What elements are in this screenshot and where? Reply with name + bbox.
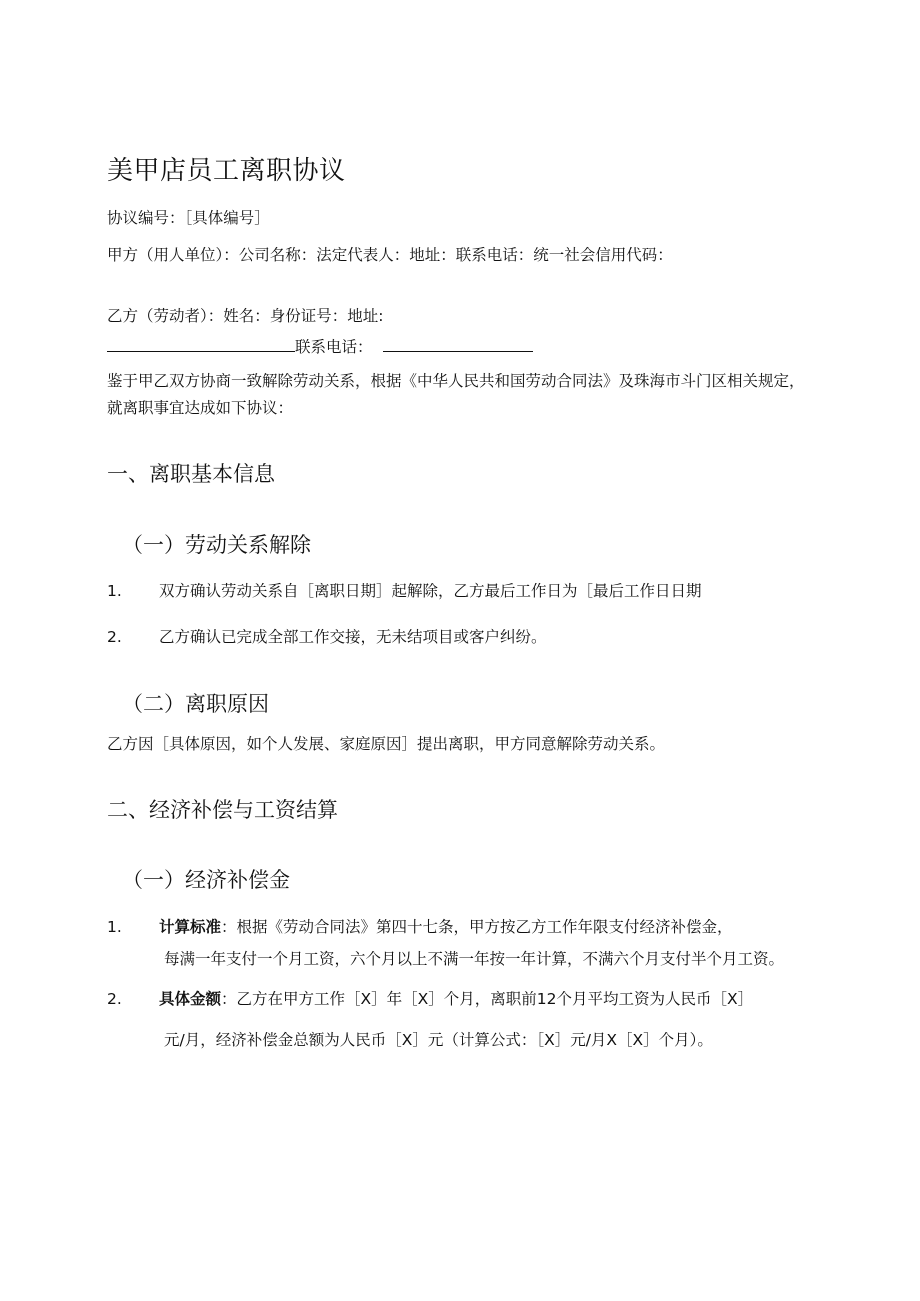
section-1-heading: 一、离职基本信息	[107, 462, 275, 486]
list-item	[159, 916, 733, 938]
item-number: 1.	[107, 918, 122, 936]
item-number: 2.	[107, 628, 122, 646]
preamble-line-1: 鉴于甲乙双方协商一致解除劳动关系，根据《中华人民共和国劳动合同法》及珠海市斗门区相关规定，	[107, 372, 805, 390]
phone-blank-line	[383, 337, 533, 352]
list-item: 乙方确认已完成全部工作交接，无未结项目或客户纠纷。	[159, 628, 547, 646]
item-text-continued: 元/月，经济补偿金总额为人民币［X］元（计算公式：［X］元/月X［X］个月）。	[164, 1031, 713, 1049]
leave-reason-text: 乙方因［具体原因，如个人发展、家庭原因］提出离职，甲方同意解除劳动关系。	[107, 735, 666, 753]
item-text: ：根据《劳动合同法》第四十七条，甲方按乙方工作年限支付经济补偿金，	[221, 918, 733, 936]
document-title: 美甲店员工离职协议	[107, 156, 346, 186]
address-blank-line	[107, 337, 295, 352]
section-2-sub-1-heading: （一）经济补偿金	[122, 868, 290, 892]
section-1-sub-1-heading: （一）劳动关系解除	[122, 533, 311, 557]
agreement-number: 协议编号：［具体编号］	[107, 209, 270, 227]
preamble-line-2: 就离职事宜达成如下协议：	[107, 399, 294, 417]
list-item: 双方确认劳动关系自［离职日期］起解除，乙方最后工作日为［最后工作日日期	[159, 582, 702, 600]
section-1-sub-2-heading: （二）离职原因	[122, 692, 269, 716]
list-item	[159, 988, 753, 1010]
party-b-phone-line	[107, 336, 533, 358]
item-number: 2.	[107, 990, 122, 1008]
party-b-phone-label: 联系电话：	[295, 338, 373, 356]
item-label: 具体金额	[159, 990, 222, 1008]
party-b-info: 乙方（劳动者）：姓名：身份证号：地址:	[107, 307, 384, 325]
item-text-continued: 每满一年支付一个月工资，六个月以上不满一年按一年计算，不满六个月支付半个月工资。	[164, 950, 785, 968]
item-number: 1.	[107, 582, 122, 600]
item-label: 计算标准	[159, 918, 222, 936]
party-a-info: 甲方（用人单位）：公司名称：法定代表人：地址：联系电话：统一社会信用代码：	[107, 246, 673, 264]
section-2-heading: 二、经济补偿与工资结算	[107, 798, 338, 822]
item-text: ：乙方在甲方工作［X］年［X］个月，离职前12个月平均工资为人民币［X］	[221, 990, 754, 1008]
